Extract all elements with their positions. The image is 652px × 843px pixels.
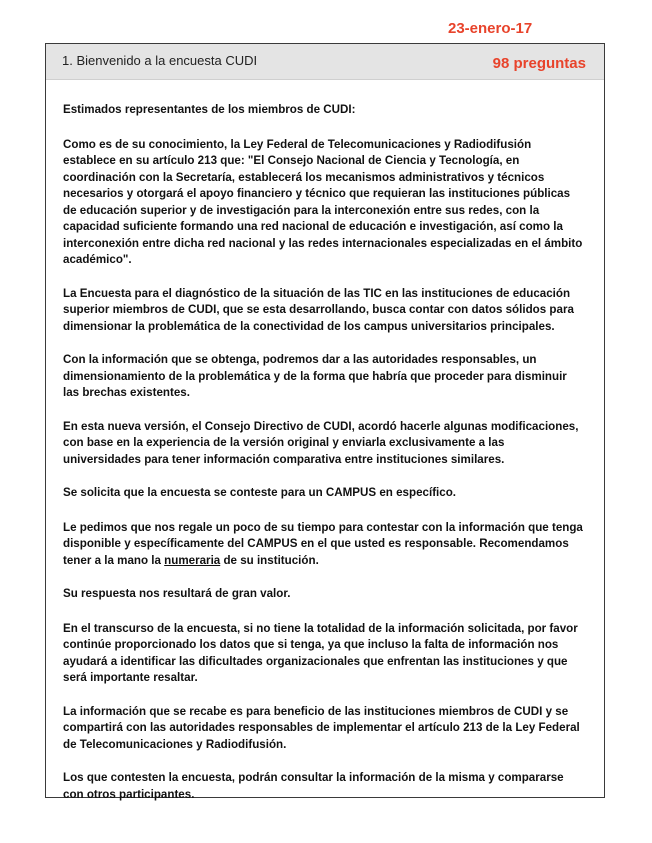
- panel-header: [46, 44, 604, 80]
- paragraph-missing-info: En el transcurso de la encuesta, si no tiene la totalidad de la información solicitada, por favor continúe proporcionado los datos que si tenga, ya que incluso la falta de información nos ayudará a identificar las dificultades organizacionales que enfrentan las instituciones y que será importante resaltar.: [63, 621, 578, 684]
- paragraph-time-request: [63, 520, 583, 570]
- paragraph-campus-request: Se solicita que la encuesta se conteste para un CAMPUS en específico.: [63, 486, 457, 499]
- section-title: 1. Bienvenido a la encuesta CUDI: [62, 53, 258, 68]
- paragraph-new-version: En esta nueva versión, el Consejo Directivo de CUDI, acordó hacerle algunas modificaciones, con base en la experiencia de la versión original y enviarla exclusivamente a las universidades para tener información comparativa entre instituciones similares.: [63, 419, 579, 466]
- question-count: 98 preguntas: [492, 55, 586, 72]
- greeting: Estimados representantes de los miembros de CUDI:: [63, 103, 356, 116]
- paragraph-consult: Los que contesten la encuesta, podrán consultar la información de la misma y compararse con otros participantes.: [63, 771, 564, 801]
- paragraph-survey-purpose: La Encuesta para el diagnóstico de la situación de las TIC en las instituciones de educación superior miembros de CUDI, que se esta desarrollando, busca contar con datos sólidos para dimensionar la problemática de la conectividad de los campus universitarios principales.: [63, 286, 574, 333]
- welcome-text: [63, 102, 583, 820]
- survey-panel: [45, 43, 605, 801]
- paragraph-information-use: Con la información que se obtenga, podremos dar a las autoridades responsables, un dimensionamiento de la problemática y de la forma que habría que proceder para disminuir las brechas existentes.: [63, 353, 567, 399]
- date-stamp: 23-enero-17: [448, 20, 533, 37]
- paragraph-benefit: La información que se recabe es para beneficio de las instituciones miembros de CUDI y se compartirá con las autoridades responsables de implementar el artículo 213 de la Ley Federal de Telecomunicaciones y Radiodifusión.: [63, 704, 580, 751]
- paragraph-value: Su respuesta nos resultará de gran valor.: [63, 587, 291, 600]
- paragraph-law-article: Como es de su conocimiento, la Ley Federal de Telecomunicaciones y Radiodifusión establece en su artículo 213 que: "El Consejo Nacional de Ciencia y Tecnología, en coordinación con la Secretaría, establecerá los mecanismos administrativos y técnicos necesarios y otorgará el apoyo financiero y técnico que requieran las instituciones públicas de educación superior y de investigación para la interconexión entre sus redes, con la capacidad suficiente formando una red nacional de educación e investigación, así como la interconexión entre dicha red nacional y las redes internacionales especializadas en el ámbito académico".: [63, 137, 583, 266]
- time-request-text-end: de su institución.: [220, 553, 319, 567]
- time-request-text: Le pedimos que nos regale un poco de su tiempo para contestar con la información que tenga disponible y específicamente del CAMPUS en el que usted es responsable. Recomendamos tener a la mano la: [63, 520, 583, 567]
- numeraria-term: numeraria: [164, 553, 221, 567]
